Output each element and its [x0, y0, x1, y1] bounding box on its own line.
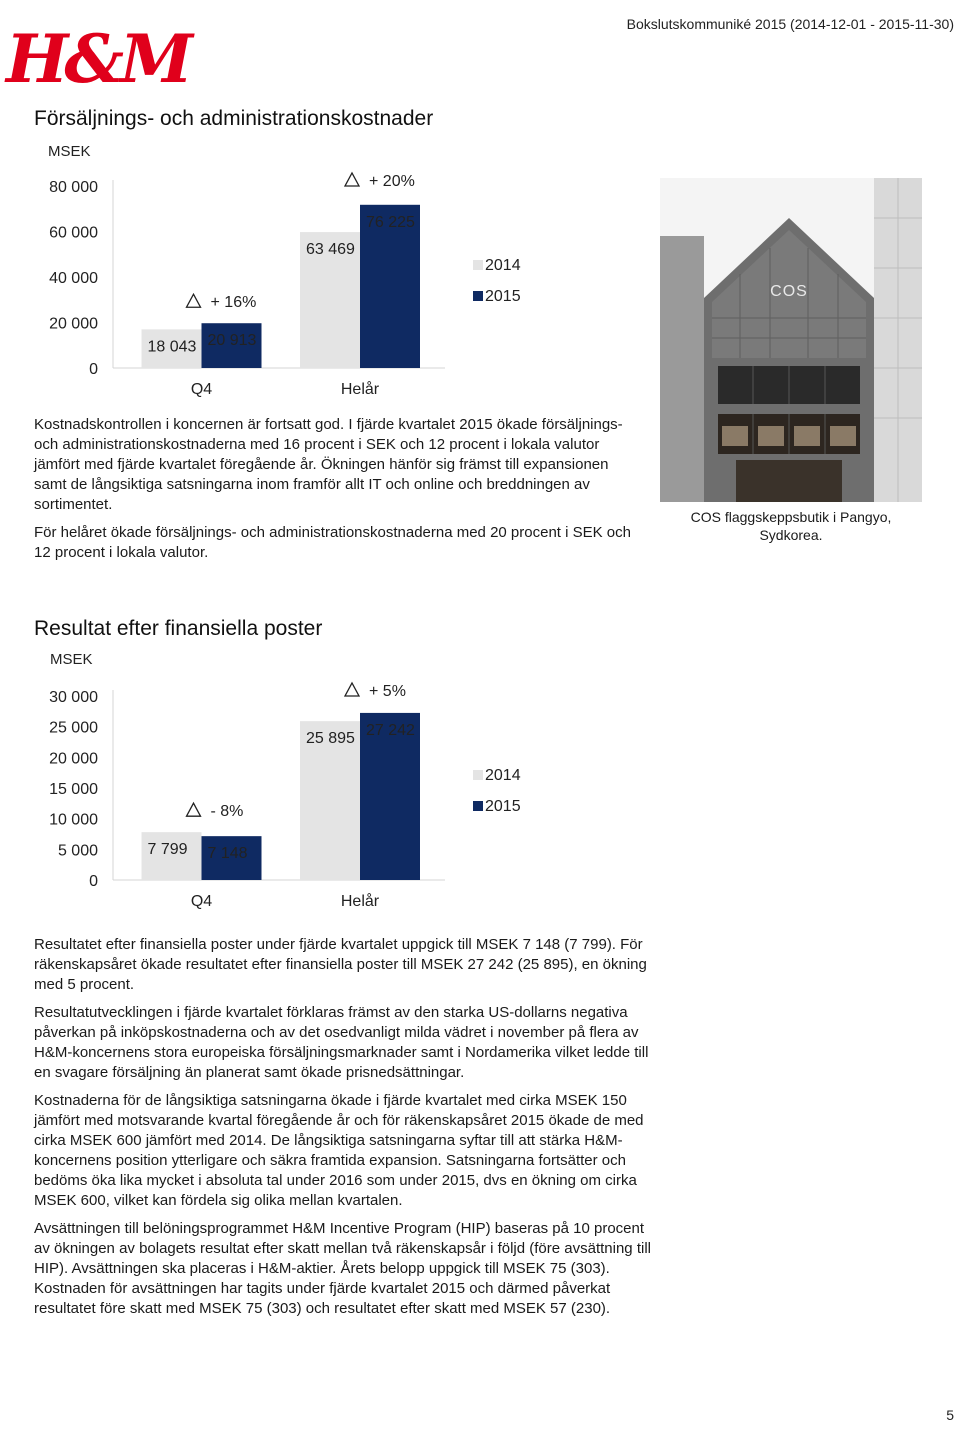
y-tick-label: 10 000	[49, 811, 98, 829]
bar-value-label: 25 895	[306, 730, 355, 748]
unit-label-result: MSEK	[50, 651, 93, 668]
change-triangle-icon	[345, 173, 359, 186]
legend-swatch-2015	[473, 801, 483, 811]
section-title-result: Resultat efter finansiella poster	[34, 617, 323, 640]
change-triangle-icon	[187, 294, 201, 307]
y-tick-label: 30 000	[49, 689, 98, 706]
bar-value-label: 63 469	[306, 241, 355, 259]
x-category-label: Helår	[340, 381, 380, 398]
y-tick-label: 40 000	[49, 270, 98, 287]
section-title-costs: Försäljnings- och administrationskostnader	[34, 107, 434, 130]
bar-value-label: 20 913	[207, 332, 257, 350]
logo-text: H&M	[6, 20, 190, 98]
section2-text	[34, 935, 654, 1327]
bar-value-label: 7 799	[147, 841, 188, 859]
page-number: 5	[946, 1407, 954, 1423]
y-tick-label: 5 000	[57, 842, 98, 860]
unit-label-costs: MSEK	[48, 143, 91, 160]
y-tick-label: 25 000	[49, 719, 98, 737]
bar-value-label: 18 043	[147, 338, 197, 356]
legend-swatch-2014	[473, 770, 483, 780]
section2-paragraph-1: Resultatet efter finansiella poster under fjärde kvartalet uppgick till MSEK 7 148 (7 799). För räkenskapsåret ökade resultatet efter finansiella poster till MSEK 27 242 (25 895), en ökning med 5 procent.	[34, 936, 647, 993]
y-tick-label: 20 000	[49, 315, 98, 333]
legend-swatch-2014	[473, 260, 483, 270]
bar-value-label: 76 225	[366, 213, 415, 231]
y-tick-label: 0	[89, 873, 98, 890]
legend-label-2015: 2015	[485, 798, 521, 815]
hm-logo	[4, 4, 190, 98]
chart-result	[30, 680, 540, 918]
section2-paragraph-3: Kostnaderna för de långsiktiga satsningarna ökade i fjärde kvartalet med cirka MSEK 150 jämfört med motsvarande kvartal föregående år och för räkenskapsåret 2015 ökade de med cirka MSEK 600 jämfört med 2014. De långsiktiga satsningarna syftar till att stärka H&M-koncernens position ytterligare och säkra framtida expansion. Satsningarna fortsätter och bedöms öka lika mycket i absoluta tal under 2016 som under 2015, dvs en ökning om cirka MSEK 600, vilket kan fördela sig olika mellan kvartalen.	[34, 1092, 644, 1209]
y-tick-label: 60 000	[49, 224, 98, 242]
y-tick-label: 15 000	[49, 781, 98, 798]
legend-label-2015: 2015	[485, 288, 521, 305]
change-triangle-icon	[187, 803, 201, 816]
x-category-label: Helår	[340, 893, 380, 910]
chart-costs	[30, 170, 540, 406]
store-sign-text: COS	[770, 283, 808, 300]
section1-paragraph-2: För helåret ökade försäljnings- och administrationskostnaderna med 20 procent i SEK och 12 procent i lokala valutor.	[34, 524, 631, 561]
bar-value-label: 27 242	[366, 721, 415, 739]
section1-paragraph-1: Kostnadskontrollen i koncernen är fortsatt god. I fjärde kvartalet 2015 ökade försäljnings- och administrationskostnaderna med 16 procent i SEK och 12 procent i lokala valutor jämfört med fjärde kvartalet föregående år. Ökningen hänför sig främst till expansionen samt de långsiktiga satsningarna inom framför allt IT och online och breddningen av sortimentet.	[34, 416, 623, 513]
legend-label-2014: 2014	[485, 257, 521, 274]
x-category-label: Q4	[190, 381, 213, 398]
change-percent-label: + 20%	[369, 173, 415, 190]
y-tick-label: 0	[89, 361, 98, 378]
legend-swatch-2015	[473, 291, 483, 301]
x-category-label: Q4	[190, 893, 213, 910]
y-tick-label: 80 000	[49, 179, 98, 196]
document-title: Bokslutskommuniké 2015 (2014-12-01 - 2015-11-30)	[626, 16, 954, 32]
change-percent-label: - 8%	[210, 803, 244, 821]
bar-value-label: 7 148	[207, 845, 248, 863]
section2-paragraph-4: Avsättningen till belöningsprogrammet H&M Incentive Program (HIP) baseras på 10 procent av ökningen av bolagets resultat efter skatt mellan två räkenskapsår i följd (före avsättning till HIP). Avsättningen ska placeras i H&M-aktier. Årets belopp uppgick till MSEK 75 (303). Kostnaden för avsättningen har tagits under fjärde kvartalet 2015 och därmed påverkat resultatet före skatt med MSEK 75 (303) och resultatet efter skatt med MSEK 57 (230).	[34, 1220, 651, 1317]
change-percent-label: + 5%	[369, 683, 406, 700]
section1-text	[34, 415, 644, 571]
change-percent-label: + 16%	[210, 294, 257, 312]
change-triangle-icon	[345, 683, 359, 696]
cos-store-photo	[660, 178, 922, 502]
legend-label-2014: 2014	[485, 767, 521, 784]
photo-caption: COS flaggskeppsbutik i Pangyo, Sydkorea.	[690, 509, 892, 543]
y-tick-label: 20 000	[49, 750, 98, 768]
section2-paragraph-2: Resultatutvecklingen i fjärde kvartalet förklaras främst av den starka US-dollarns negativa påverkan på inköpskostnaderna och av det osedvanligt milda vädret i november på flera av H&M-koncernens stora europeiska försäljningsmarknader samt i Nordamerika vilket ledde till en svagare försäljning än planerat samt ökade prisnedsättningar.	[34, 1004, 649, 1081]
